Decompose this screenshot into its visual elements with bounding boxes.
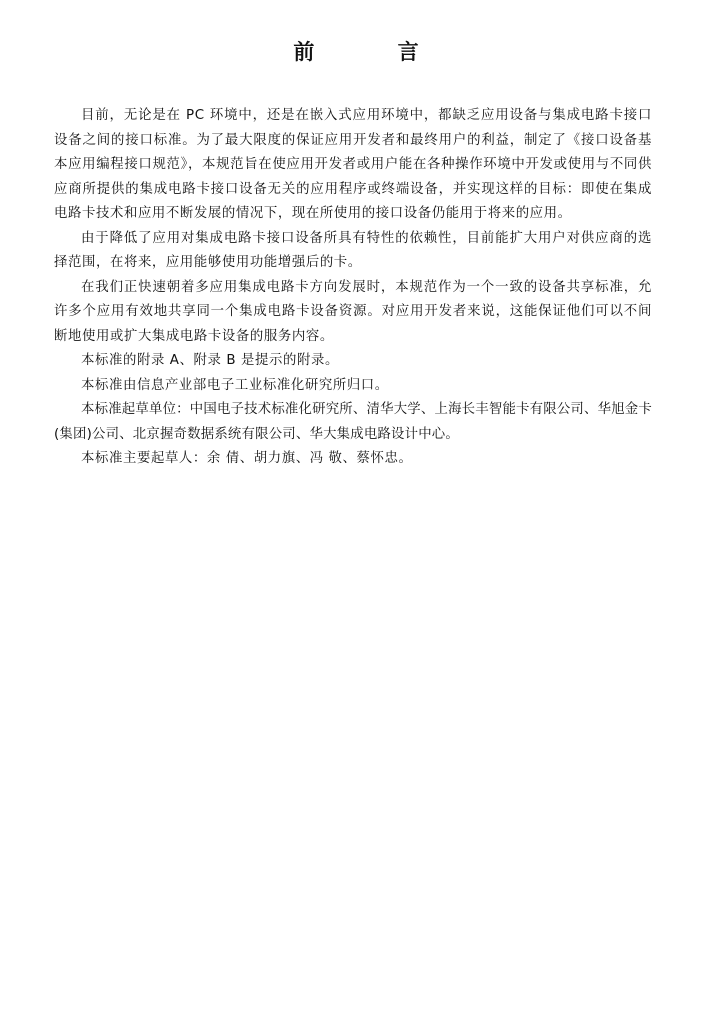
paragraph-5: 本标准由信息产业部电子工业标准化研究所归口。 <box>81 377 389 393</box>
paragraph-7: 本标准主要起草人：余 倩、胡力旗、冯 敬、蔡怀忠。 <box>81 451 413 466</box>
paragraph-4: 本标准的附录 A、附录 B 是提示的附录。 <box>81 353 339 368</box>
paragraph-6: 本标准起草单位：中国电子技术标准化研究所、清华大学、上海长丰智能卡有限公司、华旭金卡(集团)公司、北京握奇数据系统有限公司、华大集成电路设计中心。 <box>54 402 652 442</box>
paragraph-2: 由于降低了应用对集成电路卡接口设备所具有特性的依赖性，目前能扩大用户对供应商的选择范围，在将来，应用能够使用功能增强后的卡。 <box>54 230 652 270</box>
document-body <box>54 104 652 472</box>
paragraph-1: 目前，无论是在 PC 环境中，还是在嵌入式应用环境中，都缺乏应用设备与集成电路卡接口设备之间的接口标准。为了最大限度的保证应用开发者和最终用户的利益，制定了《接口设备基本应用编程接口规范》，本规范旨在使应用开发者或用户能在各种操作环境中开发或使用与不同供应商所提供的集成电路卡接口设备无关的应用程序或终端设备，并实现这样的目标：即使在集成电路卡技术和应用不断发展的情况下，现在所使用的接口设备仍能用于将来的应用。 <box>54 108 652 221</box>
paragraph-3: 在我们正快速朝着多应用集成电路卡方向发展时，本规范作为一个一致的设备共享标准，允许多个应用有效地共享同一个集成电路卡设备资源。对应用开发者来说，这能保证他们可以不间断地使用或扩大集成电路卡设备的服务内容。 <box>54 279 652 344</box>
page-title: 前 言 <box>293 40 457 64</box>
